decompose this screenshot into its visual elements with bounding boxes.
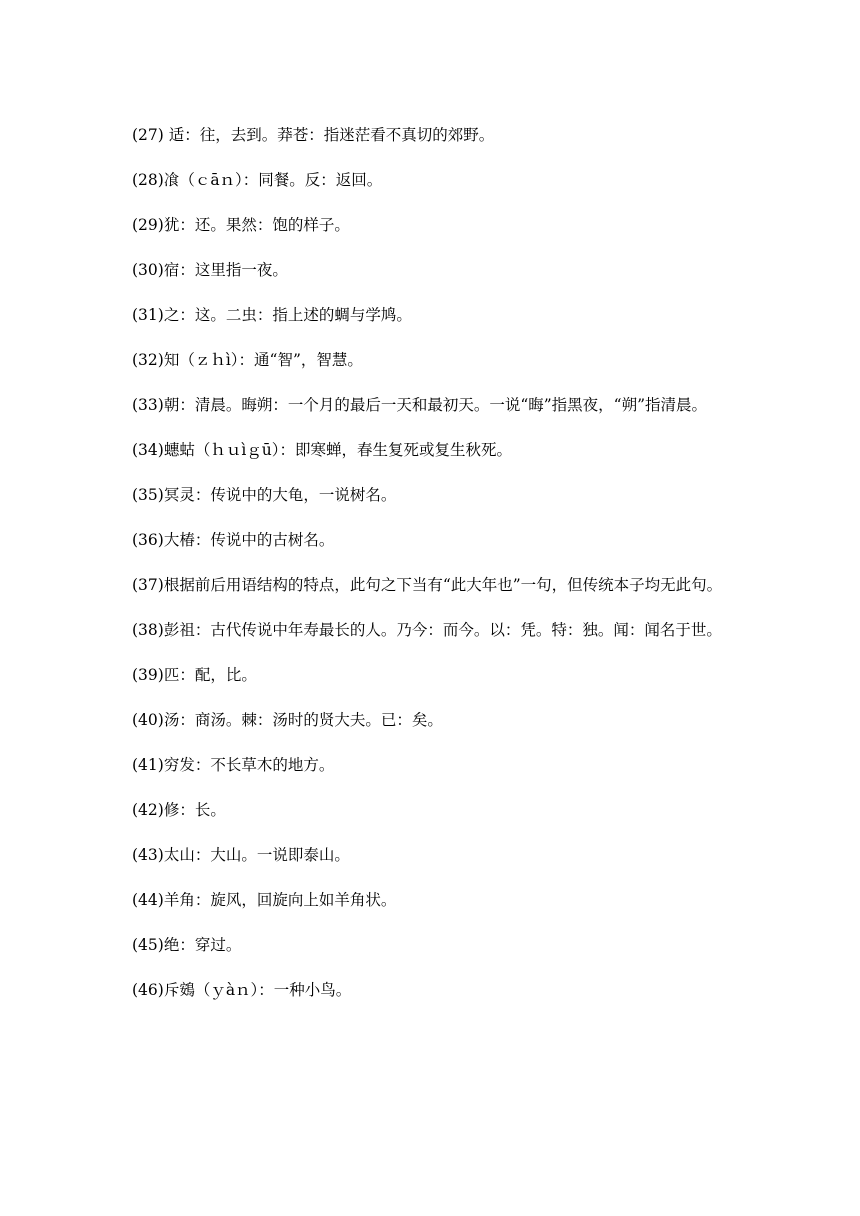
note-27: (27) 适：往，去到。莽苍：指迷茫看不真切的郊野。 [132, 126, 495, 144]
note-46: (46)斥鴳（ｙàｎ）：一种小鸟。 [132, 981, 352, 999]
note-36: (36)大椿：传说中的古树名。 [132, 531, 335, 549]
note-28: (28)飡（ｃāｎ）：同餐。反：返回。 [132, 171, 383, 189]
note-38: (38)彭祖：古代传说中年寿最长的人。乃今：而今。以：凭。特：独。闻：闻名于世。 [132, 621, 722, 639]
note-44: (44)羊角：旋风，回旋向上如羊角状。 [132, 891, 397, 909]
annotation-list [132, 124, 732, 1001]
note-43: (43)太山：大山。一说即泰山。 [132, 846, 350, 864]
note-29: (29)犹：还。果然：饱的样子。 [132, 216, 350, 234]
note-42: (42)修：长。 [132, 801, 226, 819]
note-30: (30)宿：这里指一夜。 [132, 261, 288, 279]
note-35: (35)冥灵：传说中的大龟，一说树名。 [132, 486, 397, 504]
note-40: (40)汤：商汤。棘：汤时的贤大夫。已：矣。 [132, 711, 443, 729]
note-39: (39)匹：配，比。 [132, 666, 257, 684]
note-37: (37)根据前后用语结构的特点，此句之下当有“此大年也”一句，但传统本子均无此句。 [132, 576, 723, 594]
note-33: (33)朝：清晨。晦朔：一个月的最后一天和最初天。一说“晦”指黑夜，“朔”指清晨。 [132, 396, 708, 414]
note-31: (31)之：这。二虫：指上述的蜩与学鸠。 [132, 306, 412, 324]
note-41: (41)穷发：不长草木的地方。 [132, 756, 335, 774]
note-45: (45)绝：穿过。 [132, 936, 242, 954]
note-34: (34)蟪蛄（ｈｕìｇū）：即寒蝉，春生复死或复生秋死。 [132, 441, 513, 459]
note-32: (32)知（ｚｈì）：通“智”，智慧。 [132, 351, 363, 369]
